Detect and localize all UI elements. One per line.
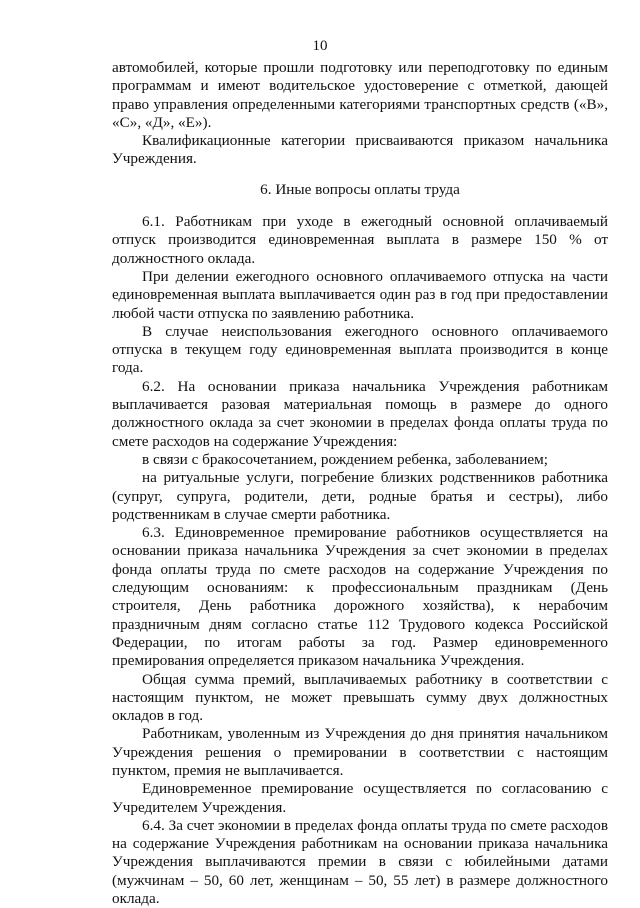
paragraph-vacation-parts: При делении ежегодного основного оплачиваемого отпуска на части единовременная выплата выплачивается один раз в год при предоставлении любой части отпуска по заявлению работника. <box>112 267 608 322</box>
page-number: 10 <box>312 38 328 54</box>
paragraph-6-2: 6.2. На основании приказа начальника Учреждения работникам выплачивается разовая материальная помощь в размере до одного должностного оклада за счет экономии в пределах фонда оплаты труда по смете расходов на содержание Учреждения: <box>112 377 608 450</box>
paragraph-founder-approval: Единовременное премирование осуществляется по согласованию с Учредителем Учреждения. <box>112 780 608 816</box>
paragraph-6-3: 6.3. Единовременное премирование работников осуществляется на основании приказа начальника Учреждения за счет экономии в пределах фонда оплаты труда по смете расходов на содержание Учреждения по следующим основаниям: к профессиональным праздникам (День строителя, День работника дорожного хозяйства), к нерабочим праздничным дням согласно статье 112 Трудового кодекса Российской Федерации, по итогам работы за год. Размер единовременного премирования определяется приказом начальника Учреждения. <box>112 524 608 670</box>
section-heading: 6. Иные вопросы оплаты труда <box>260 180 460 198</box>
paragraph-continuation: автомобилей, которые прошли подготовку или переподготовку по единым программам и имеют водительское удостоверение с отметкой, дающей право управления определенными категориями транспортных средств («В», «С», «Д», «Е»). <box>112 59 608 131</box>
paragraph-6-1: 6.1. Работникам при уходе в ежегодный основной оплачиваемый отпуск производится единовременная выплата в размере 150 % от должностного оклада. <box>112 213 608 267</box>
paragraph-6-4: 6.4. За счет экономии в пределах фонда оплаты труда по смете расходов на содержание Учреждения работникам на основании приказа начальника Учреждения выплачиваются премии в связи с юбилейными датами (мужчинам – 50, 60 лет, женщинам – 50, 55 лет) в размере должностного оклада. <box>112 816 608 908</box>
paragraph-funeral: на ритуальные услуги, погребение близких родственников работника (супруг, супруга, родители, дети, родные братья и сестры), либо родственникам в случае смерти работника. <box>112 469 608 523</box>
paragraph-qualification: Квалификационные категории присваиваются приказом начальника Учреждения. <box>112 132 608 168</box>
paragraph-vacation-unused: В случае неиспользования ежегодного основного оплачиваемого отпуска в текущем году единовременная выплата производится в конце года. <box>112 322 608 377</box>
paragraph-bonus-limit: Общая сумма премий, выплачиваемых работнику в соответствии с настоящим пунктом, не может превышать сумму двух должностных окладов в год. <box>112 670 608 725</box>
paragraph-marriage: в связи с бракосочетанием, рождением ребенка, заболеванием; <box>142 450 548 468</box>
document-body <box>112 59 608 908</box>
paragraph-dismissed: Работникам, уволенным из Учреждения до дня принятия начальником Учреждения решения о премировании в соответствии с настоящим пунктом, премия не выплачивается. <box>112 725 608 779</box>
